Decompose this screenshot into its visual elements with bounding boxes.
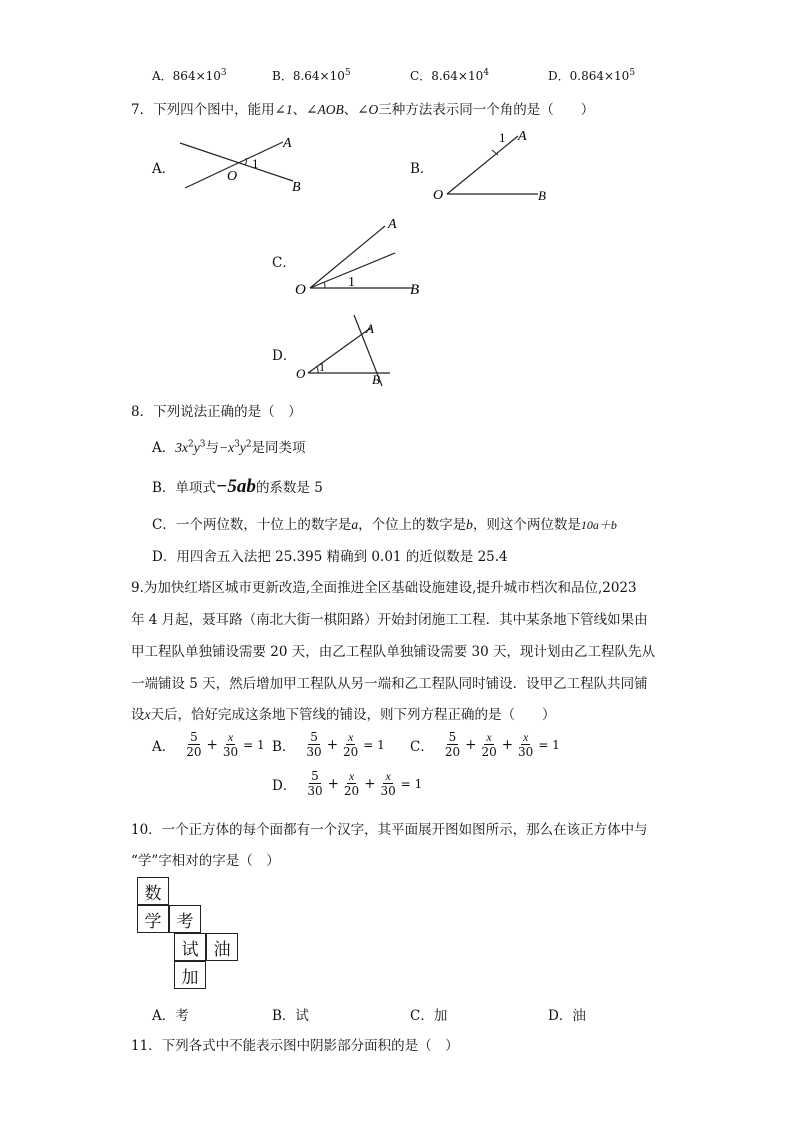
- q9-line-4: 一端铺设 5 天，然后增加甲工程队从另一端和乙工程队同时铺设．设甲乙工程队共同铺: [131, 676, 648, 692]
- q6-option-c-letter: C．: [410, 69, 432, 83]
- q9-c-frac-2: [479, 730, 498, 759]
- q9-a-letter: A．: [152, 738, 176, 755]
- q6-option-b-letter: B．: [272, 69, 293, 83]
- q9-c-frac-1: [443, 730, 462, 759]
- q6-option-a-exp: 3: [220, 68, 227, 78]
- q9-line-3: 甲工程队单独铺设需要 20 天，由乙工程队单独铺设需要 30 天，现计划由乙工程队先从: [131, 644, 656, 660]
- q8-a-mid: 与: [205, 440, 219, 456]
- q9-a-rhs: = 1: [243, 737, 265, 752]
- q8-c-b: b: [466, 517, 473, 532]
- fig-b-ray-oa: [447, 136, 518, 194]
- q8-a-letter: A．: [152, 440, 176, 456]
- q9-c-plus-1: +: [465, 736, 477, 753]
- q7-label-b: B．: [410, 161, 434, 177]
- q9-line-5-post: 天后，恰好完成这条地下管线的铺设，则下列方程正确的是（ ）: [150, 707, 556, 723]
- fig-a-label-b: B: [292, 180, 301, 195]
- q6-option-a-base: 864×10: [172, 69, 221, 83]
- q9-b-frac-2: [341, 730, 360, 759]
- q9-a-plus-1: +: [206, 736, 218, 753]
- q10-b-letter: B．: [272, 1008, 296, 1024]
- q10-option-b: [272, 1004, 309, 1024]
- q7-figure-b: [430, 124, 560, 204]
- q10-option-d: [548, 1004, 586, 1024]
- q8-c-expr: 10a＋b: [580, 518, 617, 532]
- q7-label-c: C．: [272, 255, 296, 271]
- q6-option-a-letter: A．: [152, 69, 173, 83]
- q9-line-5: [131, 703, 556, 723]
- q9-b-frac-1-num: 5: [310, 730, 318, 744]
- q7-figure-a: [175, 128, 315, 198]
- q9-a-frac-2-den: 30: [222, 745, 239, 759]
- q7-figure-c: [292, 212, 432, 302]
- q9-line-2: 年 4 月起，聂耳路（南北大街一棋阳路）开始封闭施工工程．其中某条地下管线如果由: [131, 612, 648, 628]
- q6-option-d-base: 0.864×10: [569, 69, 630, 83]
- fig-d-label-o: O: [296, 366, 306, 381]
- q9-c-frac-2-num: x: [486, 730, 492, 744]
- fig-d-label-1: 1: [319, 360, 325, 374]
- q9-a-frac-2: [221, 730, 240, 759]
- q6-option-d-exp: 5: [629, 68, 636, 78]
- q10-line-1: 10．一个正方体的每个面都有一个汉字，其平面展开图如图所示，那么在该正方体中与: [131, 822, 648, 838]
- q10-c-letter: C．: [410, 1008, 434, 1024]
- net-cell-xue: 学: [137, 905, 169, 933]
- q8-b-pre: B．单项式: [152, 480, 216, 496]
- q8-option-d: D．用四舍五入法把 25.395 精确到 0.01 的近似数是 25.4: [152, 549, 508, 565]
- q9-d-frac-2: [342, 769, 361, 798]
- fig-c-label-1: 1: [348, 275, 355, 290]
- q8-a-term1: 3x: [175, 440, 188, 455]
- q8-stem: 8．下列说法正确的是（ ）: [131, 404, 302, 420]
- q7-stem-pre: 7．下列四个图中，能用: [131, 102, 275, 118]
- fig-c-angle-arc: [324, 282, 325, 288]
- q9-d-frac-3-num: x: [385, 769, 391, 783]
- q6-option-a: [152, 67, 227, 84]
- fig-d-label-b: B: [372, 372, 380, 387]
- q8-a-term1-exp1: 2: [188, 439, 194, 450]
- q9-c-frac-2-den: 20: [481, 745, 497, 759]
- q9-line-5-x: x: [144, 707, 151, 722]
- q9-d-frac-1-den: 30: [307, 784, 323, 798]
- q9-c-rhs: = 1: [538, 737, 560, 752]
- q7-stem-angle-aob: ∠AOB: [306, 102, 344, 117]
- q9-a-frac-1-num: 5: [190, 730, 198, 744]
- q9-d-frac-1-num: 5: [311, 769, 319, 783]
- q10-d-text: 油: [572, 1008, 586, 1024]
- q7-stem-angle1: ∠1: [274, 102, 293, 117]
- q9-d-plus-1: +: [327, 775, 339, 792]
- q9-c-plus-2: +: [501, 736, 514, 753]
- q8-a-term1-exp2: 3: [199, 439, 206, 450]
- net-cell-shi: 试: [174, 933, 206, 961]
- q9-c-frac-1-den: 20: [444, 745, 461, 759]
- q10-cube-net: [137, 877, 247, 992]
- q9-c-frac-3: [516, 730, 535, 759]
- q6-option-c: [410, 67, 489, 84]
- q9-line-1: 9.为加快红塔区城市更新改造,全面推进全区基础设施建设,提升城市档次和品位,2023: [131, 580, 637, 596]
- q8-a-term1-y: y: [193, 440, 200, 455]
- q9-b-frac-1-den: 30: [306, 745, 322, 759]
- q8-c-a: a: [351, 517, 359, 532]
- q7-label-a: A．: [152, 161, 176, 177]
- fig-d-angle-arc: [317, 367, 318, 373]
- q10-a-text: 考: [175, 1008, 189, 1024]
- q9-c-frac-3-den: 30: [518, 745, 534, 759]
- q8-c-mid: ，个位上的数字是: [358, 517, 467, 533]
- fig-c-label-a: A: [388, 217, 397, 232]
- q9-d-frac-2-num: x: [348, 769, 355, 783]
- fig-d-label-a: A: [366, 321, 374, 336]
- q6-option-b-base: 8.64×10: [292, 69, 345, 83]
- q8-a-post: 是同类项: [251, 440, 306, 456]
- q7-stem-angle-o: ∠O: [357, 102, 379, 117]
- q8-b-monomial: −5ab: [215, 476, 256, 497]
- q8-a-term2-exp2: 2: [245, 439, 252, 450]
- q10-line-2: “学”字相对的字是（ ）: [131, 853, 280, 869]
- q9-b-frac-2-den: 20: [343, 745, 359, 759]
- fig-b-label-1: 1: [499, 130, 506, 145]
- q8-option-a: [152, 436, 306, 456]
- q9-b-rhs: = 1: [363, 737, 385, 752]
- fig-c-label-b: B: [410, 282, 420, 298]
- q9-b-letter: B．: [272, 738, 296, 755]
- q9-option-d: [272, 769, 422, 798]
- fig-b-label-b: B: [538, 188, 546, 203]
- q10-option-a: [152, 1004, 189, 1024]
- q7-stem-post: 三种方法表示同一个角的是（ ）: [378, 102, 595, 118]
- q8-c-mid2: ，则这个两位数是: [472, 517, 581, 533]
- net-cell-you: 油: [206, 933, 238, 961]
- fig-a-label-o: O: [227, 169, 238, 184]
- q7-label-d: D．: [272, 348, 297, 364]
- q7-stem-sep2: 、: [343, 102, 358, 118]
- q7-figure-d: [292, 310, 402, 390]
- q8-a-term2-y: y: [239, 440, 246, 455]
- q6-option-c-base: 8.64×10: [431, 69, 484, 83]
- net-cell-kao: 考: [169, 905, 201, 933]
- q8-b-post: 的系数是 5: [255, 480, 323, 496]
- q10-b-text: 试: [295, 1008, 309, 1024]
- q9-d-plus-2: +: [364, 775, 376, 792]
- q11-stem: 11．下列各式中不能表示图中阴影部分面积的是（ ）: [131, 1038, 459, 1054]
- fig-b-label-o: O: [433, 188, 444, 203]
- q9-d-rhs: = 1: [400, 776, 423, 791]
- q9-c-letter: C．: [410, 738, 434, 755]
- q6-option-b: [272, 67, 351, 84]
- q9-d-letter: D．: [272, 777, 297, 794]
- q6-option-c-exp: 4: [483, 68, 489, 78]
- q9-d-frac-3: [379, 769, 398, 798]
- q9-b-plus-1: +: [326, 736, 339, 753]
- fig-a-label-a: A: [283, 136, 292, 151]
- q9-c-frac-1-num: 5: [448, 730, 457, 744]
- q7-stem-sep1: 、: [292, 102, 307, 118]
- fig-a-label-1: 1: [252, 156, 259, 171]
- q9-d-frac-3-den: 30: [380, 784, 396, 798]
- q9-option-b: [272, 730, 385, 759]
- net-cell-jia: 加: [174, 961, 206, 989]
- q6-option-b-exp: 5: [344, 68, 351, 78]
- q7-stem: [131, 98, 594, 118]
- q6-option-d: [548, 67, 635, 84]
- q8-a-term2: −x: [218, 440, 235, 455]
- fig-d-ray-oa: [308, 327, 372, 373]
- q9-d-frac-1: [305, 769, 324, 798]
- q9-c-frac-3-num: x: [523, 730, 529, 744]
- q9-b-frac-1: [304, 730, 323, 759]
- q10-d-letter: D．: [548, 1008, 573, 1024]
- q8-c-pre: C．一个两位数，十位上的数字是: [152, 517, 352, 533]
- q9-a-frac-1-den: 20: [186, 745, 202, 759]
- q9-d-frac-2-den: 20: [343, 784, 360, 798]
- q9-option-a: [152, 730, 265, 759]
- fig-c-label-o: O: [295, 282, 306, 298]
- q9-a-frac-2-num: x: [227, 730, 234, 744]
- q8-a-term2-exp1: 3: [234, 439, 240, 450]
- q10-c-text: 加: [433, 1008, 448, 1024]
- q9-a-frac-1: [184, 730, 203, 759]
- q9-b-frac-2-num: x: [347, 730, 354, 744]
- fig-b-label-a: A: [518, 129, 527, 144]
- net-cell-shu: 数: [137, 877, 169, 905]
- q10-a-letter: A．: [152, 1008, 176, 1024]
- q9-option-c: [410, 730, 560, 759]
- q8-option-c: [152, 513, 617, 533]
- q10-option-c: [410, 1004, 447, 1024]
- q6-option-d-letter: D．: [548, 69, 570, 83]
- q9-line-5-pre: 设: [131, 707, 145, 723]
- q8-option-b: [152, 476, 323, 498]
